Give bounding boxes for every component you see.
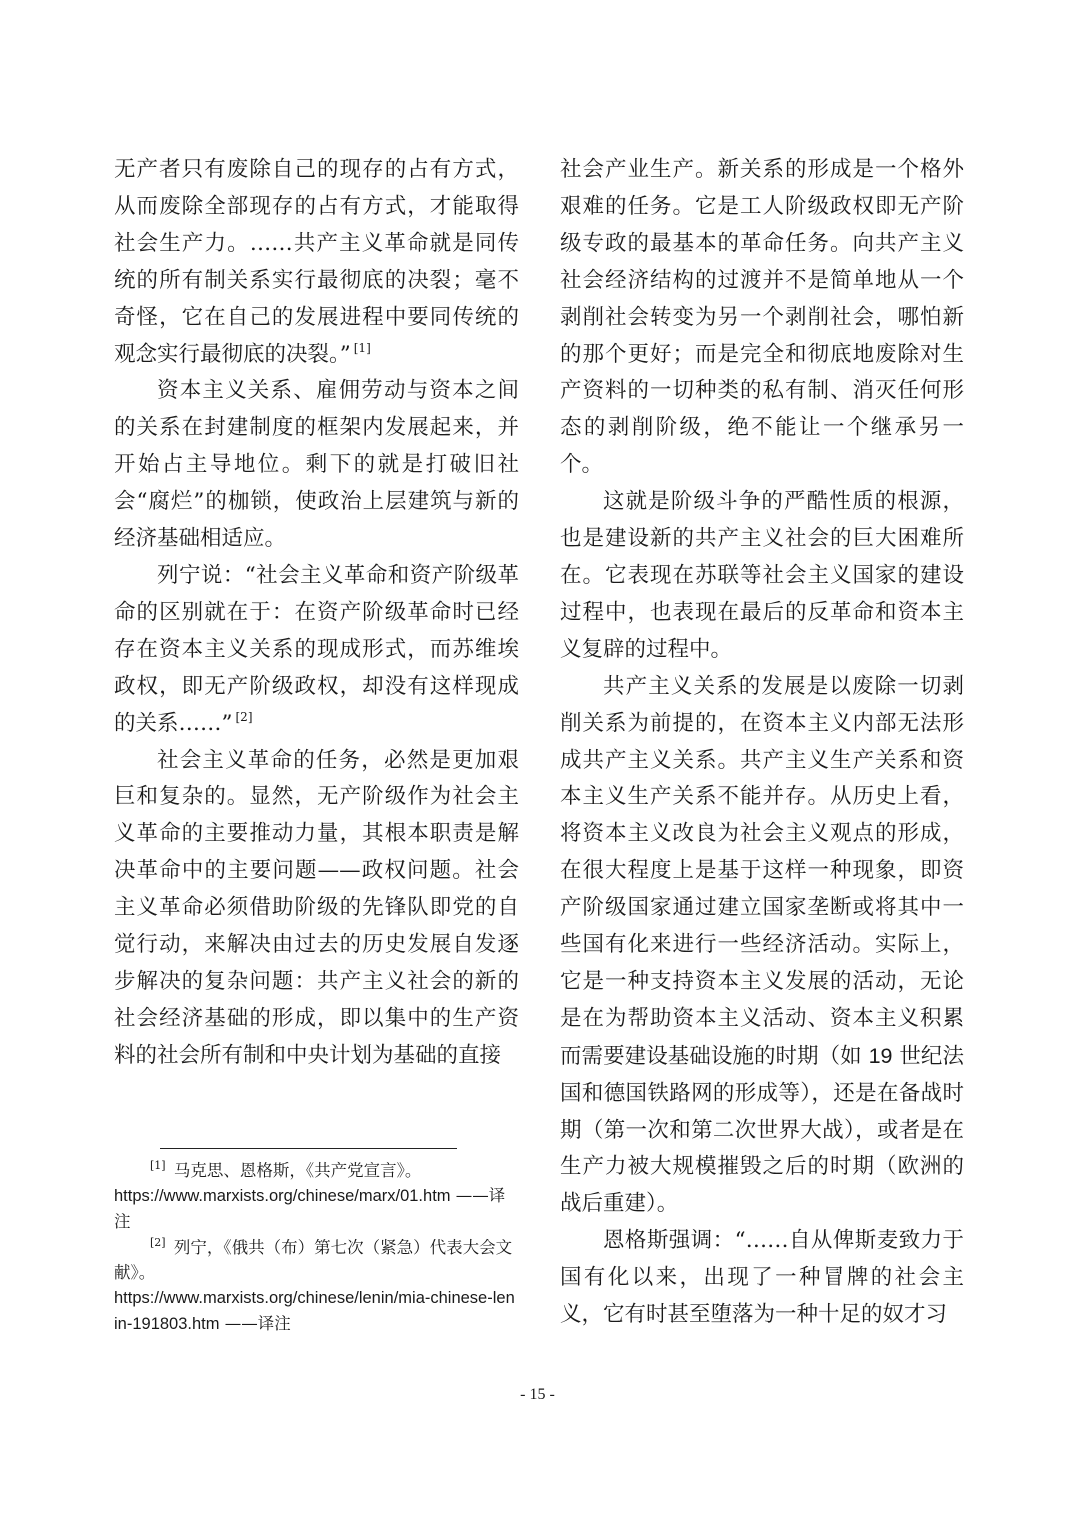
paragraph: 共产主义关系的发展是以废除一切剥削关系为前提的，在资本主义内部无法形成共产主义关系。共产主义生产关系和资本主义生产关系不能并存。从历史上看，将资本主义改良为社会主义观点的形成，在很大程度上是基于这样一种现象，即资产阶级国家通过建立国家垄断或将其中一些国有化来进行一些经济活动。实际上，它是一种支持资本主义发展的活动，无论是在为帮助资本主义活动、资本主义积累而需要建设基础设施的时期（如 19 世纪法国和德国铁路网的形成等），还是在备战时期（第一次和第二次世界大战），或者是在生产力被大规模摧毁之后的时期（欧洲的战后重建）。 bbox=[560, 673, 964, 1217]
footnote-mark-1: [1] bbox=[150, 1159, 166, 1172]
page-number: - 15 - bbox=[520, 1386, 555, 1403]
right-column bbox=[560, 152, 964, 1334]
footnote-ref-2[interactable]: [2] bbox=[235, 709, 253, 724]
paragraph: 无产者只有废除自己的现存的占有方式，从而废除全部现存的占有方式，才能取得社会生产力。……共产主义革命就是同传统的所有制关系实行最彻底的决裂；毫不奇怪，它在自己的发展进程中要同传统的观念实行最彻底的决裂。” [1] bbox=[114, 157, 519, 367]
footnote-link-2[interactable]: https://www.marxists.org/chinese/lenin/mia-chinese-lenin-191803.htm bbox=[114, 1289, 515, 1334]
paragraph: 这就是阶级斗争的严酷性质的根源，也是建设新的共产主义社会的巨大困难所在。它表现在苏联等社会主义国家的建设过程中，也表现在最后的反革命和资本主义复辟的过程中。 bbox=[560, 489, 964, 662]
footnote-2: [2] 列宁，《俄共（布）第七次（紧急）代表大会文献》。 https://www.marxists.org/chinese/lenin/mia-chinese-lenin-191803.htm ——译注 bbox=[114, 1235, 515, 1334]
footnote-link-1[interactable]: https://www.marxists.org/chinese/marx/01.htm bbox=[114, 1187, 451, 1206]
footnotes bbox=[114, 1158, 518, 1337]
paragraph: 社会产业生产。新关系的形成是一个格外艰难的任务。它是工人阶级政权即无产阶级专政的最基本的革命任务。向共产主义社会经济结构的过渡并不是简单地从一个剥削社会转变为另一个剥削社会，哪怕新的那个更好；而是完全和彻底地废除对生产资料的一切种类的私有制、消灭任何形态的剥削阶级，绝不能让一个继承另一个。 bbox=[560, 157, 964, 478]
footnote-mark-2: [2] bbox=[150, 1235, 166, 1249]
footnote-separator bbox=[160, 1148, 457, 1149]
paragraph: 列宁说：“社会主义革命和资产阶级革命的区别就在于：在资产阶级革命时已经存在资本主义关系的现成形式，而苏维埃政权，即无产阶级政权，却没有这样现成的关系……” [2] bbox=[114, 562, 519, 736]
left-column bbox=[114, 152, 519, 1075]
paragraph: 资本主义关系、雇佣劳动与资本之间的关系在封建制度的框架内发展起来，并开始占主导地位。剩下的就是打破旧社会“腐烂”的枷锁，使政治上层建筑与新的经济基础相适应。 bbox=[114, 378, 519, 552]
paragraph: 恩格斯强调：“……自从俾斯麦致力于国有化以来，出现了一种冒牌的社会主义，它有时甚至堕落为一种十足的奴才习 bbox=[560, 1228, 964, 1328]
footnote-1: [1] 马克思、恩格斯，《共产党宣言》。 https://www.marxists.org/chinese/marx/01.htm ——译注 bbox=[114, 1159, 506, 1232]
paragraph: 社会主义革命的任务，必然是更加艰巨和复杂的。显然，无产阶级作为社会主义革命的主要推动力量，其根本职责是解决革命中的主要问题——政权问题。社会主义革命必须借助阶级的先锋队即党的自觉行动，来解决由过去的历史发展自发逐步解决的复杂问题：共产主义社会的新的社会经济基础的形成，即以集中的生产资料的社会所有制和中央计划为基础的直接 bbox=[114, 747, 519, 1068]
footnote-ref-1[interactable]: [1] bbox=[353, 340, 371, 355]
